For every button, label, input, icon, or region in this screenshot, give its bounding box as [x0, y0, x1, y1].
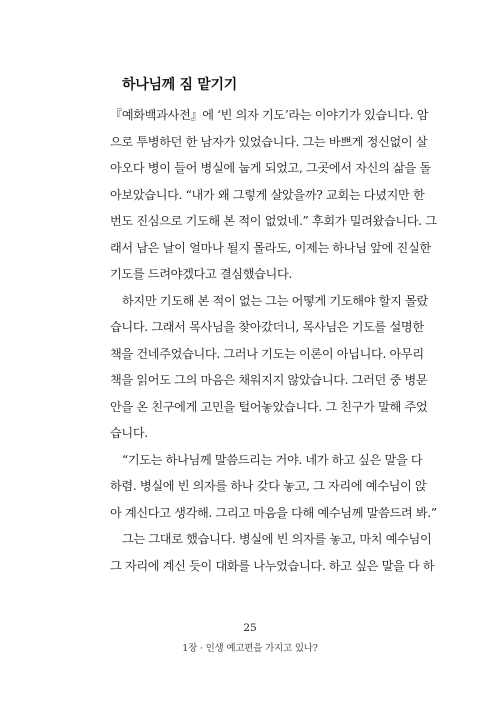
text-line: “기도는 하나님께 말씀드리는 거야. 네가 하고 싶은 말을 다 — [122, 452, 423, 467]
text-line: 습니다. — [110, 426, 148, 440]
text-line: 습니다. 그래서 목사님을 찾아갔더니, 목사님은 기도를 설명한 — [110, 320, 424, 334]
text-line: 으로 투병하던 한 남자가 있었습니다. 그는 바쁘게 정신없이 살 — [110, 134, 428, 149]
running-footer: 1장 · 인생 예고편을 가지고 있나? — [182, 643, 318, 654]
paragraph — [110, 526, 435, 579]
text-line: 책을 읽어도 그의 마음은 채워지지 않았습니다. 그러던 중 병문 — [110, 373, 428, 387]
text-line: 래서 남은 날이 얼마나 될지 몰라도, 이제는 하나님 앞에 진실한 — [110, 240, 431, 255]
text-line: 그는 그대로 했습니다. 병실에 빈 의자를 놓고, 마치 예수님이 — [122, 532, 432, 546]
text-line: 그 자리에 계신 듯이 대화를 나누었습니다. 하고 싶은 말을 다 하 — [110, 558, 435, 573]
text-line: 하지만 기도해 본 적이 없는 그는 어떻게 기도해야 할지 몰랐 — [122, 293, 428, 308]
body-text — [110, 102, 437, 579]
section-heading: 하나님께 짐 맡기기 — [122, 77, 237, 93]
text-line: 아보았습니다. “내가 왜 그렇게 살았을까? 교회는 다녔지만 한 — [110, 187, 425, 202]
text-line: 기도를 드려야겠다고 결심했습니다. — [110, 267, 292, 281]
text-line: 아오다 병이 들어 병실에 눕게 되었고, 그곳에서 자신의 삶을 돌 — [110, 161, 431, 175]
paragraph — [110, 447, 437, 527]
text-line: 번도 진심으로 기도해 본 적이 없었네.” 후회가 밀려왔습니다. 그 — [110, 214, 437, 228]
text-line: 안을 온 친구에게 고민을 털어놓았습니다. 그 친구가 말해 주었 — [110, 399, 428, 414]
paragraph — [110, 288, 428, 447]
text-line: 『예화백과사전』에 ‘빈 의자 기도’라는 이야기가 있습니다. 암 — [110, 108, 429, 122]
paragraph — [110, 102, 437, 288]
page-number: 25 — [243, 622, 257, 634]
text-line: 책을 건네주었습니다. 그러나 기도는 이론이 아닙니다. 아무리 — [110, 346, 424, 361]
text-line: 하렴. 병실에 빈 의자를 하나 갖다 놓고, 그 자리에 예수님이 앉 — [110, 479, 427, 493]
text-line: 아 계신다고 생각해. 그리고 마음을 다해 예수님께 말씀드려 봐.” — [110, 505, 437, 520]
